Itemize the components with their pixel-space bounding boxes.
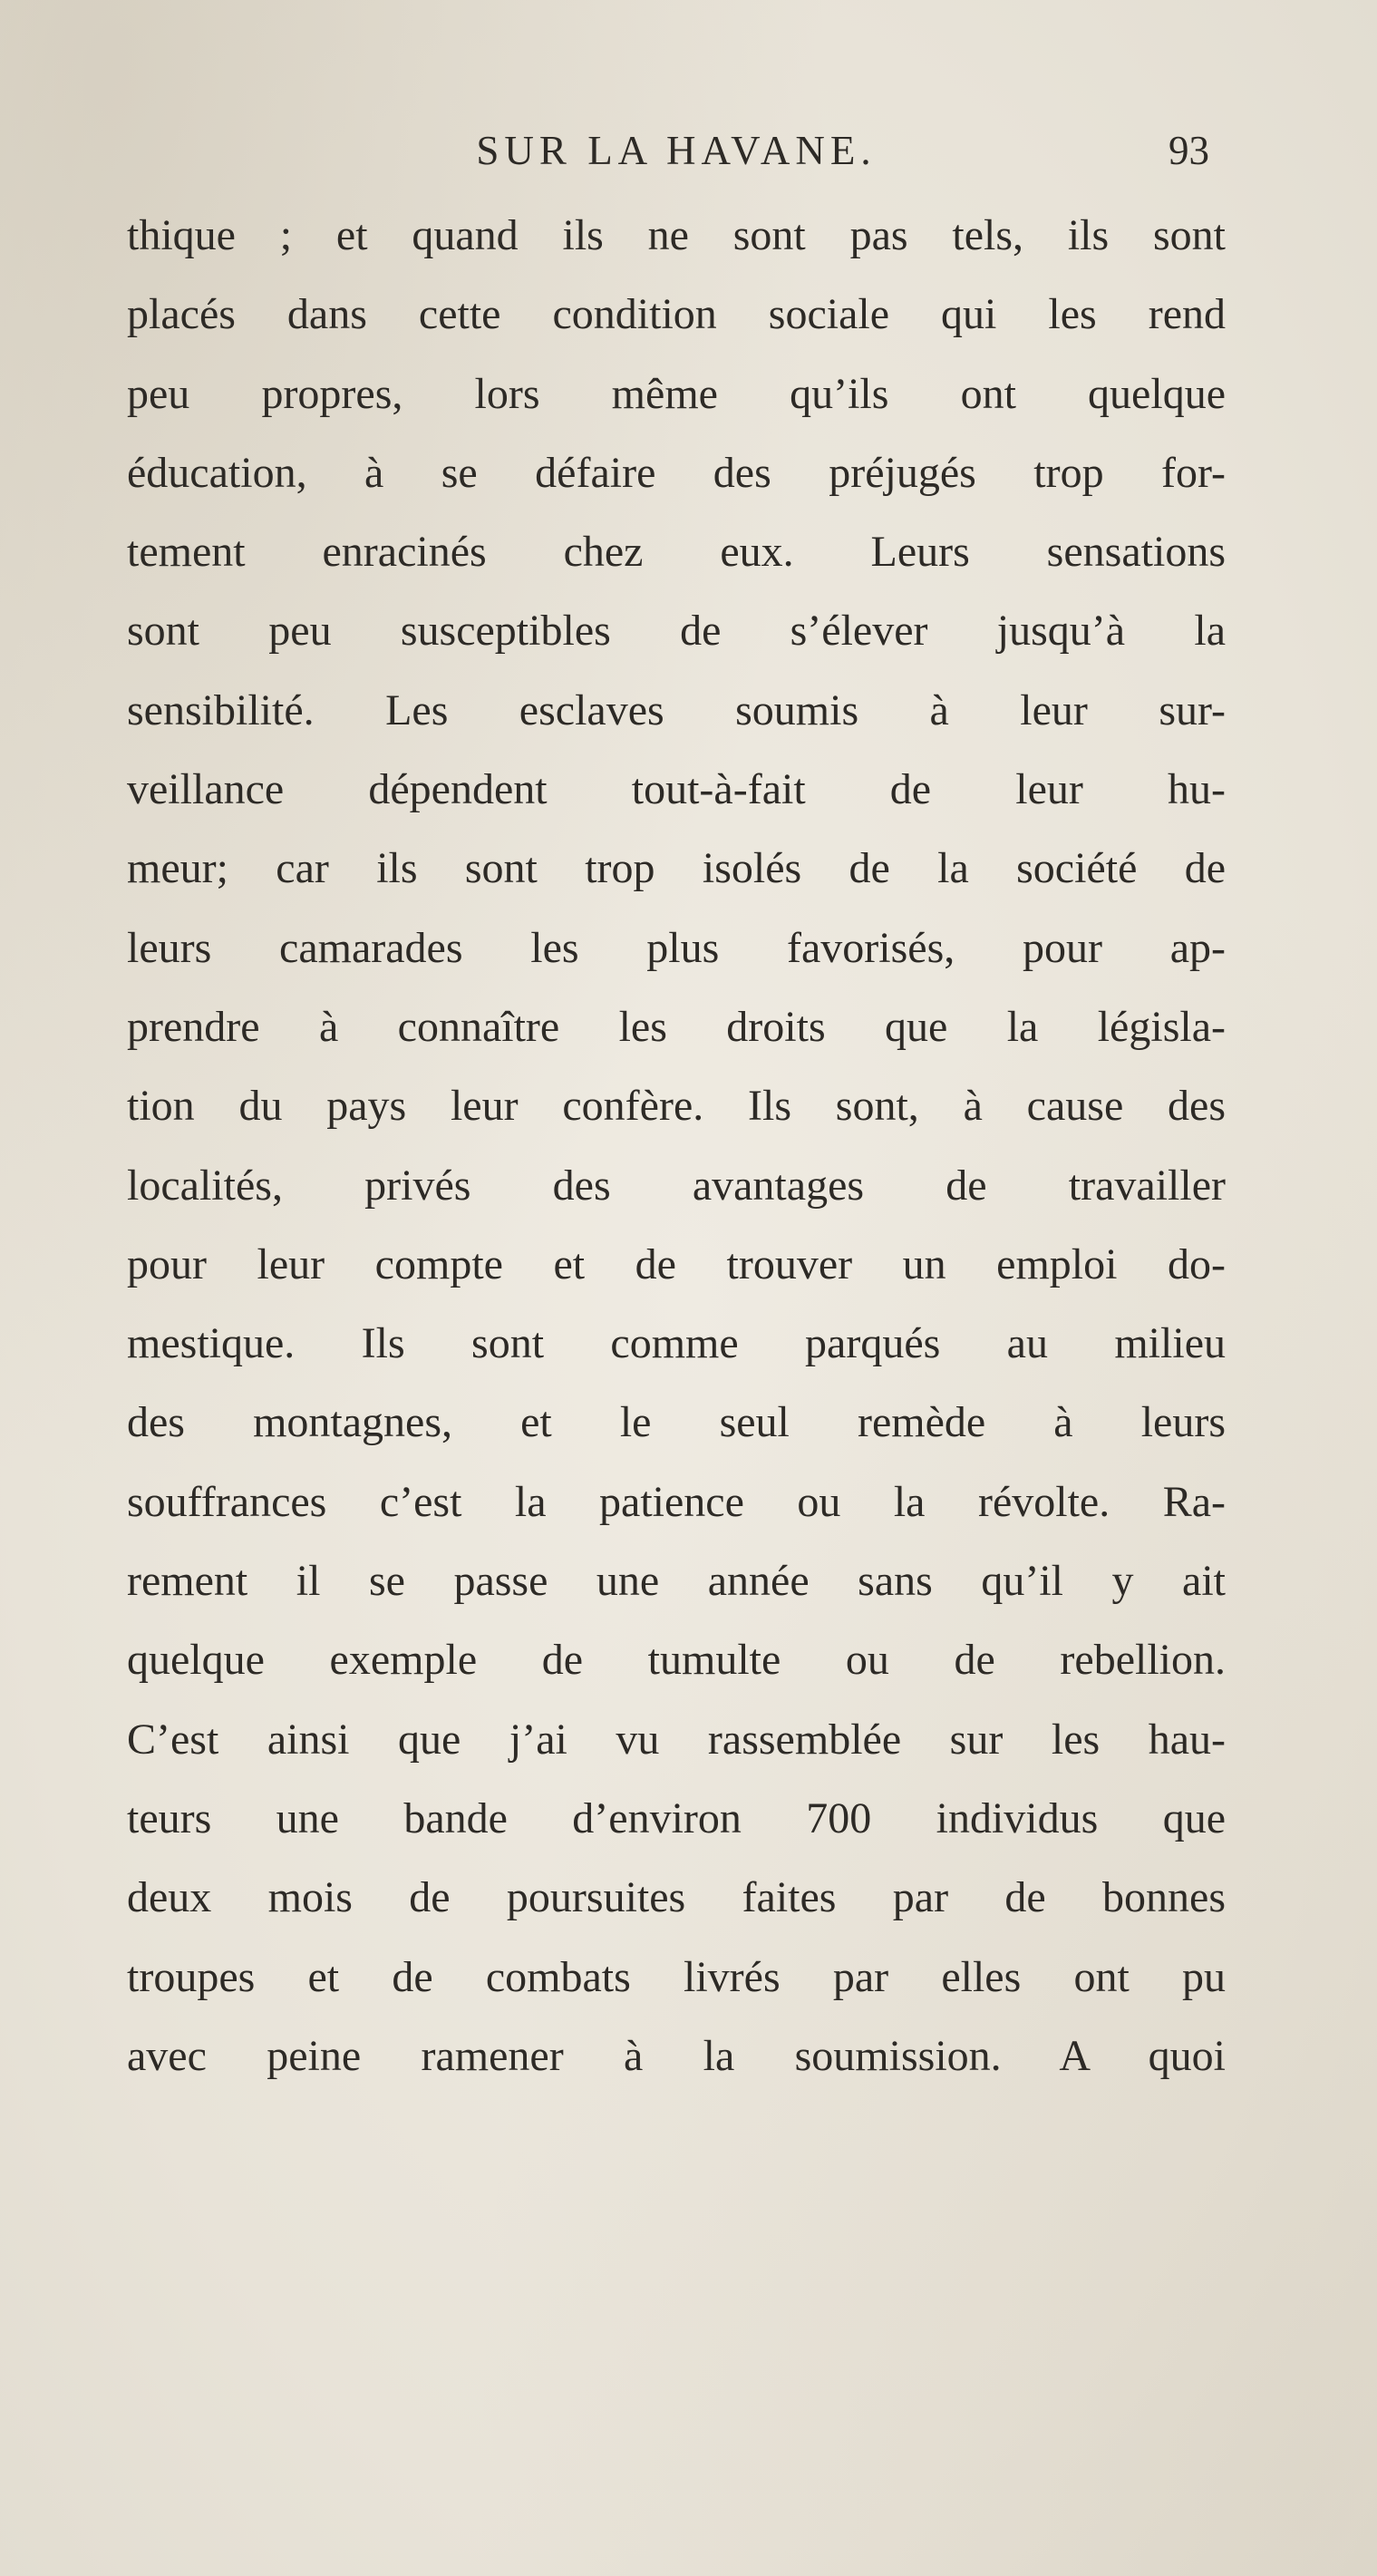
text-line: sensibilité. Les esclaves soumis à leur sur-: [127, 685, 1226, 734]
text-line: rement il se passe une année sans qu’il y ait: [127, 1557, 1226, 1606]
text-line: peu propres, lors même qu’ils ont quelque: [127, 369, 1226, 418]
text-line: prendre à connaître les droits que la législa-: [127, 1002, 1226, 1051]
text-line: thique ; et quand ils ne sont pas tels, ils sont: [127, 211, 1226, 259]
text-line: veillance dépendent tout-à-fait de leur hu-: [127, 765, 1226, 814]
running-title: SUR LA HAVANE.: [476, 128, 877, 173]
text-line: pour leur compte et de trouver un emploi do-: [127, 1239, 1226, 1288]
text-line: sont peu susceptibles de s’élever jusqu’à la: [127, 607, 1226, 656]
running-head: [127, 123, 1226, 178]
text-line: souffrances c’est la patience ou la révolte. Ra-: [127, 1477, 1226, 1526]
body-text: [127, 206, 1226, 2105]
text-line: localités, privés des avantages de travailler: [127, 1161, 1226, 1210]
text-line: C’est ainsi que j’ai vu rassemblée sur les hau-: [127, 1715, 1226, 1764]
text-line: deux mois de poursuites faites par de bonnes: [127, 1873, 1226, 1922]
text-line: avec peine ramener à la soumission. A quoi: [127, 2031, 1226, 2080]
text-line: troupes et de combats livrés par elles ont pu: [127, 1952, 1226, 2001]
page-number: 93: [1169, 128, 1209, 173]
text-line: des montagnes, et le seul remède à leurs: [127, 1398, 1226, 1447]
text-line: leurs camarades les plus favorisés, pour ap-: [127, 923, 1226, 972]
text-line: tion du pays leur confère. Ils sont, à cause des: [127, 1082, 1226, 1131]
text-line: quelque exemple de tumulte ou de rebellion.: [127, 1636, 1226, 1685]
text-line: mestique. Ils sont comme parqués au milieu: [127, 1319, 1226, 1368]
text-line: teurs une bande d’environ 700 individus que: [127, 1793, 1226, 1842]
text-line: meur; car ils sont trop isolés de la société de: [127, 844, 1226, 893]
text-line: placés dans cette condition sociale qui les rend: [127, 290, 1226, 339]
text-line: éducation, à se défaire des préjugés trop for-: [127, 448, 1226, 497]
text-line: tement enracinés chez eux. Leurs sensations: [127, 528, 1226, 577]
